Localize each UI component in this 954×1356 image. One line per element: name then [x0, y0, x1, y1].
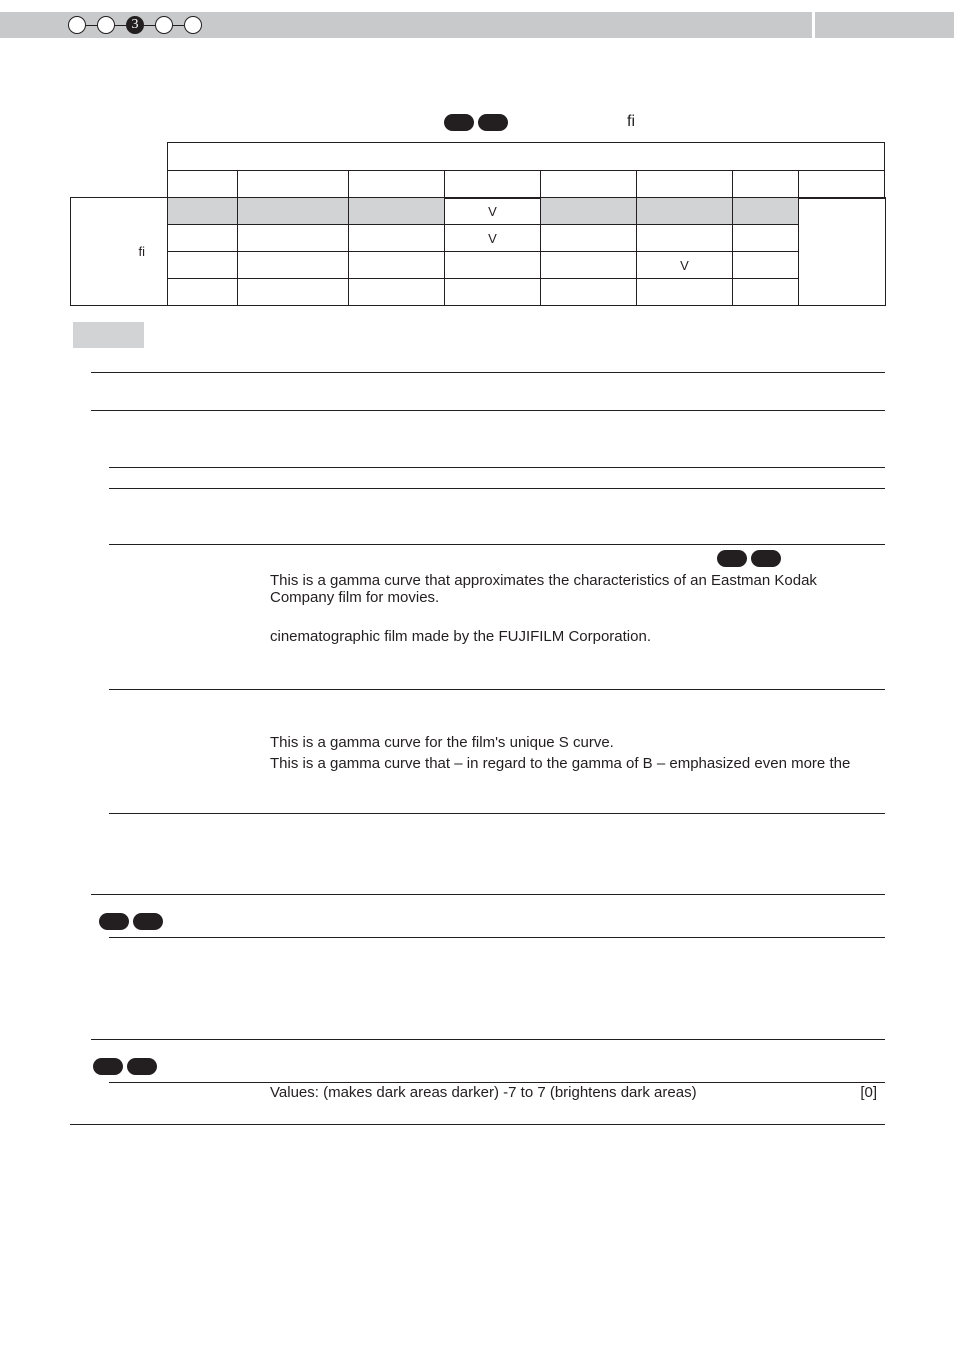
table-cell [541, 198, 637, 225]
column-header [349, 171, 445, 199]
table-cell [637, 225, 733, 252]
model-badge-icon [99, 913, 163, 930]
table-row [71, 225, 886, 252]
step-connector [115, 25, 126, 26]
table-cell [733, 279, 799, 306]
s-curve-line: This is a gamma curve that – in regard to the gamma of B – emphasized even more the [270, 755, 851, 772]
film-gamma-line: This is a gamma curve that approximates the characteristics of an Eastman Kodak [270, 572, 817, 589]
row-group-label: fi [71, 198, 168, 306]
divider [109, 1082, 885, 1083]
table-cell [168, 252, 238, 279]
model-pill-icon [444, 114, 474, 131]
column-header [799, 171, 885, 199]
table-row [71, 279, 886, 306]
default-value: [0] [860, 1084, 877, 1101]
model-badge-icon [93, 1058, 157, 1075]
s-curve-line: This is a gamma curve for the film's unique S curve. [270, 734, 614, 751]
table-caption: fi [627, 113, 635, 130]
divider [109, 689, 885, 690]
table-cell [445, 279, 541, 306]
section-tag [73, 322, 144, 348]
table-cell [349, 198, 445, 225]
divider [91, 372, 885, 373]
model-pill-icon [127, 1058, 157, 1075]
table-cell [238, 279, 349, 306]
divider [91, 410, 885, 411]
table-header-cell [168, 143, 885, 171]
table-cell [733, 252, 799, 279]
step-2-icon [97, 16, 115, 34]
table-cell [445, 252, 541, 279]
film-gamma-line: cinematographic film made by the FUJIFILM Corporation. [270, 628, 651, 645]
model-pill-icon [99, 913, 129, 930]
table-cell [238, 252, 349, 279]
divider [109, 813, 885, 814]
table-cell: V [637, 252, 733, 279]
table-cell [733, 198, 799, 225]
column-header [541, 171, 637, 199]
header-bar-gap [812, 12, 815, 38]
step-connector [173, 25, 184, 26]
divider [109, 544, 885, 545]
table-cell [168, 225, 238, 252]
step-3-icon: 3 [126, 16, 144, 34]
column-header [168, 171, 238, 199]
table-row [71, 252, 886, 279]
model-pill-icon [478, 114, 508, 131]
model-badge-icon [444, 114, 508, 131]
table-cell: V [445, 225, 541, 252]
divider [70, 1124, 885, 1125]
table-cell [541, 225, 637, 252]
column-header [637, 171, 733, 199]
settings-table-header [167, 142, 885, 199]
step-1-icon [68, 16, 86, 34]
table-cell [349, 225, 445, 252]
table-side-cell [799, 198, 886, 306]
values-text: Values: (makes dark areas darker) -7 to 7 (brightens dark areas) [270, 1084, 697, 1101]
film-gamma-line: Company film for movies. [270, 589, 440, 606]
table-cell [541, 252, 637, 279]
table-cell [637, 279, 733, 306]
table-cell: V [445, 198, 541, 225]
table-cell [541, 279, 637, 306]
step-5-icon [184, 16, 202, 34]
table-cell [637, 198, 733, 225]
model-pill-icon [93, 1058, 123, 1075]
table-row [71, 198, 886, 225]
table-cell [349, 252, 445, 279]
column-header [238, 171, 349, 199]
table-cell [168, 279, 238, 306]
column-header [445, 171, 541, 199]
step-indicator [68, 14, 202, 36]
table-cell [238, 225, 349, 252]
column-header [733, 171, 799, 199]
table-cell [733, 225, 799, 252]
divider [91, 894, 885, 895]
model-badge-icon [717, 550, 781, 567]
divider [91, 1039, 885, 1040]
table-cell [238, 198, 349, 225]
model-pill-icon [717, 550, 747, 567]
settings-table [70, 197, 886, 306]
model-pill-icon [133, 913, 163, 930]
step-4-icon [155, 16, 173, 34]
model-pill-icon [751, 550, 781, 567]
divider [109, 488, 885, 489]
table-cell [349, 279, 445, 306]
divider [109, 467, 885, 468]
table-cell [168, 198, 238, 225]
step-connector [86, 25, 97, 26]
step-connector [144, 25, 155, 26]
divider [109, 937, 885, 938]
